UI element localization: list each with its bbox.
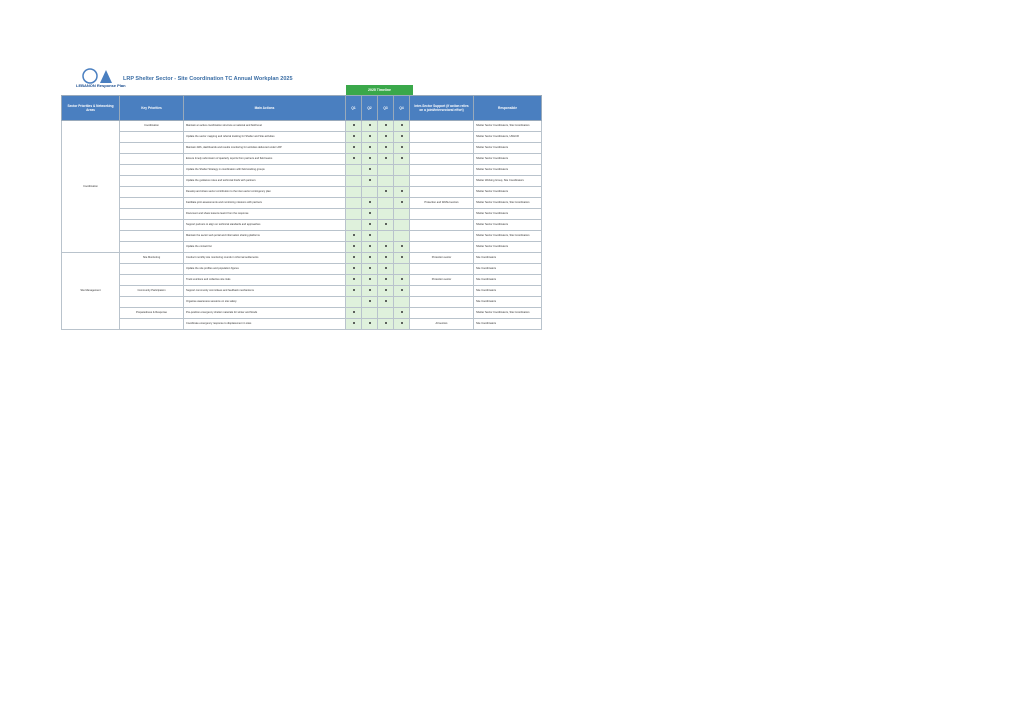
support-cell [410,165,474,176]
col-q1: Q1 [346,96,362,121]
timeline-marker-icon [369,179,371,181]
quarter-cell [394,275,410,286]
quarter-cell [346,297,362,308]
table-row [62,154,542,165]
responsible-cell: Shelter Sector Coordinators, Site Coordinators [474,231,542,242]
timeline-marker-icon [369,168,371,170]
priority-cell [120,297,184,308]
table-row [62,286,542,297]
timeline-marker-icon [369,234,371,236]
timeline-marker-icon [369,289,371,291]
responsible-cell: Site Coordinators [474,264,542,275]
quarter-cell [378,319,394,330]
support-cell [410,297,474,308]
responsible-cell: Shelter Sector Coordinators [474,242,542,253]
responsible-cell: Shelter Sector Coordinators, Site Coordinators [474,308,542,319]
col-responsible: Responsible [474,96,542,121]
priority-cell [120,275,184,286]
timeline-marker-icon [401,278,403,280]
quarter-cell [394,165,410,176]
logo-text: LEBANON Response Plan [76,83,126,88]
activity-cell: Support partners to align on technical standards and approaches [184,220,346,231]
quarter-cell [378,220,394,231]
support-cell [410,143,474,154]
responsible-cell: Site Coordinators [474,319,542,330]
col-q4: Q4 [394,96,410,121]
quarter-cell [394,198,410,209]
priority-cell [120,319,184,330]
activity-cell: Track evictions and collective site risks [184,275,346,286]
priority-cell: Community Participation [120,286,184,297]
quarter-cell [394,187,410,198]
activity-cell: Conduct monthly site monitoring rounds in informal settlements [184,253,346,264]
timeline-marker-icon [353,322,355,324]
priority-cell [120,209,184,220]
timeline-marker-icon [385,289,387,291]
timeline-marker-icon [369,245,371,247]
quarter-cell [346,220,362,231]
timeline-marker-icon [353,234,355,236]
table-row [62,187,542,198]
quarter-cell [362,242,378,253]
activity-cell: Maintain the sector web portal and information sharing platforms [184,231,346,242]
timeline-marker-icon [385,223,387,225]
quarter-cell [362,121,378,132]
timeline-marker-icon [401,311,403,313]
timeline-marker-icon [353,157,355,159]
timeline-marker-icon [353,124,355,126]
workplan-table [61,95,542,330]
responsible-cell: Site Coordinators [474,253,542,264]
quarter-cell [362,319,378,330]
quarter-cell [362,143,378,154]
support-cell [410,242,474,253]
quarter-cell [394,209,410,220]
quarter-cell [346,242,362,253]
activity-cell: Update the site profiles and population figures [184,264,346,275]
activity-cell: Coordinate emergency response to displacement in sites [184,319,346,330]
priority-cell: Preparedness & Response [120,308,184,319]
timeline-marker-icon [369,256,371,258]
timeline-marker-icon [401,322,403,324]
quarter-cell [394,220,410,231]
responsible-cell: Shelter Sector Coordinators [474,220,542,231]
quarter-cell [362,264,378,275]
responsible-cell: Shelter Sector Coordinators [474,143,542,154]
sector-area-cell: Coordination [62,121,120,253]
quarter-cell [346,165,362,176]
quarter-cell [378,297,394,308]
timeline-band: 2025 Timeline [346,85,413,95]
col-support: Inter-Sector Support (if action relies on a joint/intersectoral effort) [410,96,474,121]
quarter-cell [394,286,410,297]
quarter-cell [362,187,378,198]
support-cell: All sectors [410,319,474,330]
timeline-marker-icon [369,124,371,126]
quarter-cell [346,275,362,286]
quarter-cell [346,253,362,264]
quarter-cell [346,143,362,154]
quarter-cell [394,154,410,165]
quarter-cell [394,176,410,187]
quarter-cell [394,308,410,319]
activity-cell: Ensure timely submission of quarterly reports from partners and field teams [184,154,346,165]
table-row [62,297,542,308]
quarter-cell [346,264,362,275]
activity-cell: Update the Shelter Strategy in coordination with field working groups [184,165,346,176]
timeline-marker-icon [353,135,355,137]
timeline-marker-icon [401,289,403,291]
timeline-marker-icon [369,146,371,148]
table-row [62,165,542,176]
support-cell: Protection sector [410,275,474,286]
timeline-marker-icon [369,223,371,225]
quarter-cell [362,286,378,297]
timeline-marker-icon [385,190,387,192]
quarter-cell [346,121,362,132]
quarter-cell [378,143,394,154]
timeline-marker-icon [385,245,387,247]
quarter-cell [378,176,394,187]
table-row [62,209,542,220]
timeline-marker-icon [401,146,403,148]
table-row [62,231,542,242]
un-logo-icon [78,67,114,95]
timeline-marker-icon [401,201,403,203]
activity-cell: Facilitate joint assessments and monitoring missions with partners [184,198,346,209]
priority-cell [120,187,184,198]
responsible-cell: Site Coordinators [474,297,542,308]
quarter-cell [362,154,378,165]
quarter-cell [378,308,394,319]
table-row [62,198,542,209]
timeline-marker-icon [369,278,371,280]
support-cell [410,231,474,242]
timeline-marker-icon [401,190,403,192]
table-row [62,264,542,275]
activity-cell: Update the sector mapping and referral tracking for Shelter and Site activities [184,132,346,143]
quarter-cell [346,231,362,242]
support-cell: Protection sector [410,253,474,264]
activity-cell: Update the contact list [184,242,346,253]
page-title: LRP Shelter Sector - Site Coordination TC Annual Workplan 2025 [123,76,293,82]
col-area: Sector Priorities & Networking Areas [62,96,120,121]
responsible-cell: Shelter Sector Coordinators [474,165,542,176]
activity-cell: Maintain an active coordination structure at national and field level [184,121,346,132]
table-row [62,220,542,231]
quarter-cell [362,231,378,242]
priority-cell: Site Monitoring [120,253,184,264]
support-cell [410,286,474,297]
quarter-cell [346,209,362,220]
responsible-cell: Shelter Sector Coordinators [474,187,542,198]
col-priority: Key Priorities [120,96,184,121]
support-cell [410,132,474,143]
activity-cell: Document and share lessons learnt from the response [184,209,346,220]
support-cell [410,209,474,220]
table-row [62,319,542,330]
sector-area-cell: Site Management [62,253,120,330]
quarter-cell [346,319,362,330]
quarter-cell [346,154,362,165]
quarter-cell [362,308,378,319]
quarter-cell [378,264,394,275]
quarter-cell [394,121,410,132]
timeline-marker-icon [385,278,387,280]
table-row [62,253,542,264]
timeline-marker-icon [369,135,371,137]
priority-cell [120,220,184,231]
timeline-marker-icon [353,278,355,280]
table-row [62,242,542,253]
responsible-cell: Site Coordinators [474,286,542,297]
timeline-marker-icon [353,146,355,148]
timeline-marker-icon [385,135,387,137]
responsible-cell: Shelter Sector Coordinators, Site Coordinators [474,121,542,132]
support-cell [410,121,474,132]
quarter-cell [346,286,362,297]
timeline-marker-icon [401,135,403,137]
quarter-cell [362,209,378,220]
quarter-cell [346,187,362,198]
activity-cell: Support community committees and feedback mechanisms [184,286,346,297]
timeline-marker-icon [353,256,355,258]
col-activities: Main Actions [184,96,346,121]
activity-cell: Maintain 4Ws, dashboards and results monitoring for activities delivered under LRP [184,143,346,154]
quarter-cell [378,187,394,198]
responsible-cell: Shelter Sector Coordinators [474,209,542,220]
timeline-marker-icon [401,157,403,159]
quarter-cell [378,253,394,264]
quarter-cell [394,132,410,143]
timeline-marker-icon [369,322,371,324]
responsible-cell: Shelter Sector Coordinators, Site Coordinators [474,198,542,209]
timeline-marker-icon [369,157,371,159]
priority-cell [120,242,184,253]
quarter-cell [362,220,378,231]
col-q3: Q3 [378,96,394,121]
timeline-marker-icon [385,256,387,258]
quarter-cell [346,176,362,187]
timeline-marker-icon [353,311,355,313]
timeline-marker-icon [401,124,403,126]
support-cell [410,154,474,165]
priority-cell [120,132,184,143]
priority-cell [120,198,184,209]
timeline-marker-icon [353,267,355,269]
timeline-marker-icon [385,124,387,126]
quarter-cell [394,253,410,264]
priority-cell: Coordination [120,121,184,132]
quarter-cell [378,165,394,176]
quarter-cell [346,308,362,319]
quarter-cell [394,242,410,253]
table-row [62,132,542,143]
timeline-marker-icon [385,322,387,324]
support-cell: Protection and WASH sectors [410,198,474,209]
col-q2: Q2 [362,96,378,121]
table-row [62,176,542,187]
quarter-cell [378,121,394,132]
table-row [62,143,542,154]
table-header [62,96,542,121]
quarter-cell [346,132,362,143]
activity-cell: Develop and share sector contribution to the inter-sector contingency plan [184,187,346,198]
support-cell [410,220,474,231]
priority-cell [120,154,184,165]
priority-cell [120,165,184,176]
quarter-cell [362,165,378,176]
timeline-marker-icon [369,267,371,269]
priority-cell [120,264,184,275]
table-row [62,275,542,286]
quarter-cell [394,319,410,330]
quarter-cell [362,198,378,209]
activity-cell: Pre-position emergency shelter materials for winter and floods [184,308,346,319]
quarter-cell [362,297,378,308]
quarter-cell [362,253,378,264]
timeline-marker-icon [401,245,403,247]
priority-cell [120,143,184,154]
table-row [62,308,542,319]
activity-cell: Organise awareness sessions on site safety [184,297,346,308]
timeline-marker-icon [385,157,387,159]
table-row [62,121,542,132]
timeline-marker-icon [369,300,371,302]
quarter-cell [378,132,394,143]
responsible-cell: Shelter Working Group, Site Coordinators [474,176,542,187]
quarter-cell [394,231,410,242]
timeline-marker-icon [401,256,403,258]
quarter-cell [362,132,378,143]
quarter-cell [378,198,394,209]
quarter-cell [378,154,394,165]
responsible-cell: Site Coordinators [474,275,542,286]
responsible-cell: Shelter Sector Coordinators [474,154,542,165]
support-cell [410,308,474,319]
quarter-cell [394,297,410,308]
quarter-cell [362,176,378,187]
timeline-marker-icon [385,300,387,302]
support-cell [410,264,474,275]
quarter-cell [378,275,394,286]
timeline-marker-icon [385,146,387,148]
timeline-marker-icon [369,201,371,203]
responsible-cell: Shelter Sector Coordinators, UNHCR [474,132,542,143]
timeline-marker-icon [353,289,355,291]
quarter-cell [378,286,394,297]
quarter-cell [346,198,362,209]
activity-cell: Update the guidance notes and technical briefs with partners [184,176,346,187]
timeline-marker-icon [369,212,371,214]
quarter-cell [394,264,410,275]
timeline-marker-icon [385,267,387,269]
support-cell [410,176,474,187]
timeline-marker-icon [353,245,355,247]
quarter-cell [378,242,394,253]
quarter-cell [378,231,394,242]
support-cell [410,187,474,198]
priority-cell [120,176,184,187]
quarter-cell [378,209,394,220]
quarter-cell [362,275,378,286]
priority-cell [120,231,184,242]
quarter-cell [394,143,410,154]
